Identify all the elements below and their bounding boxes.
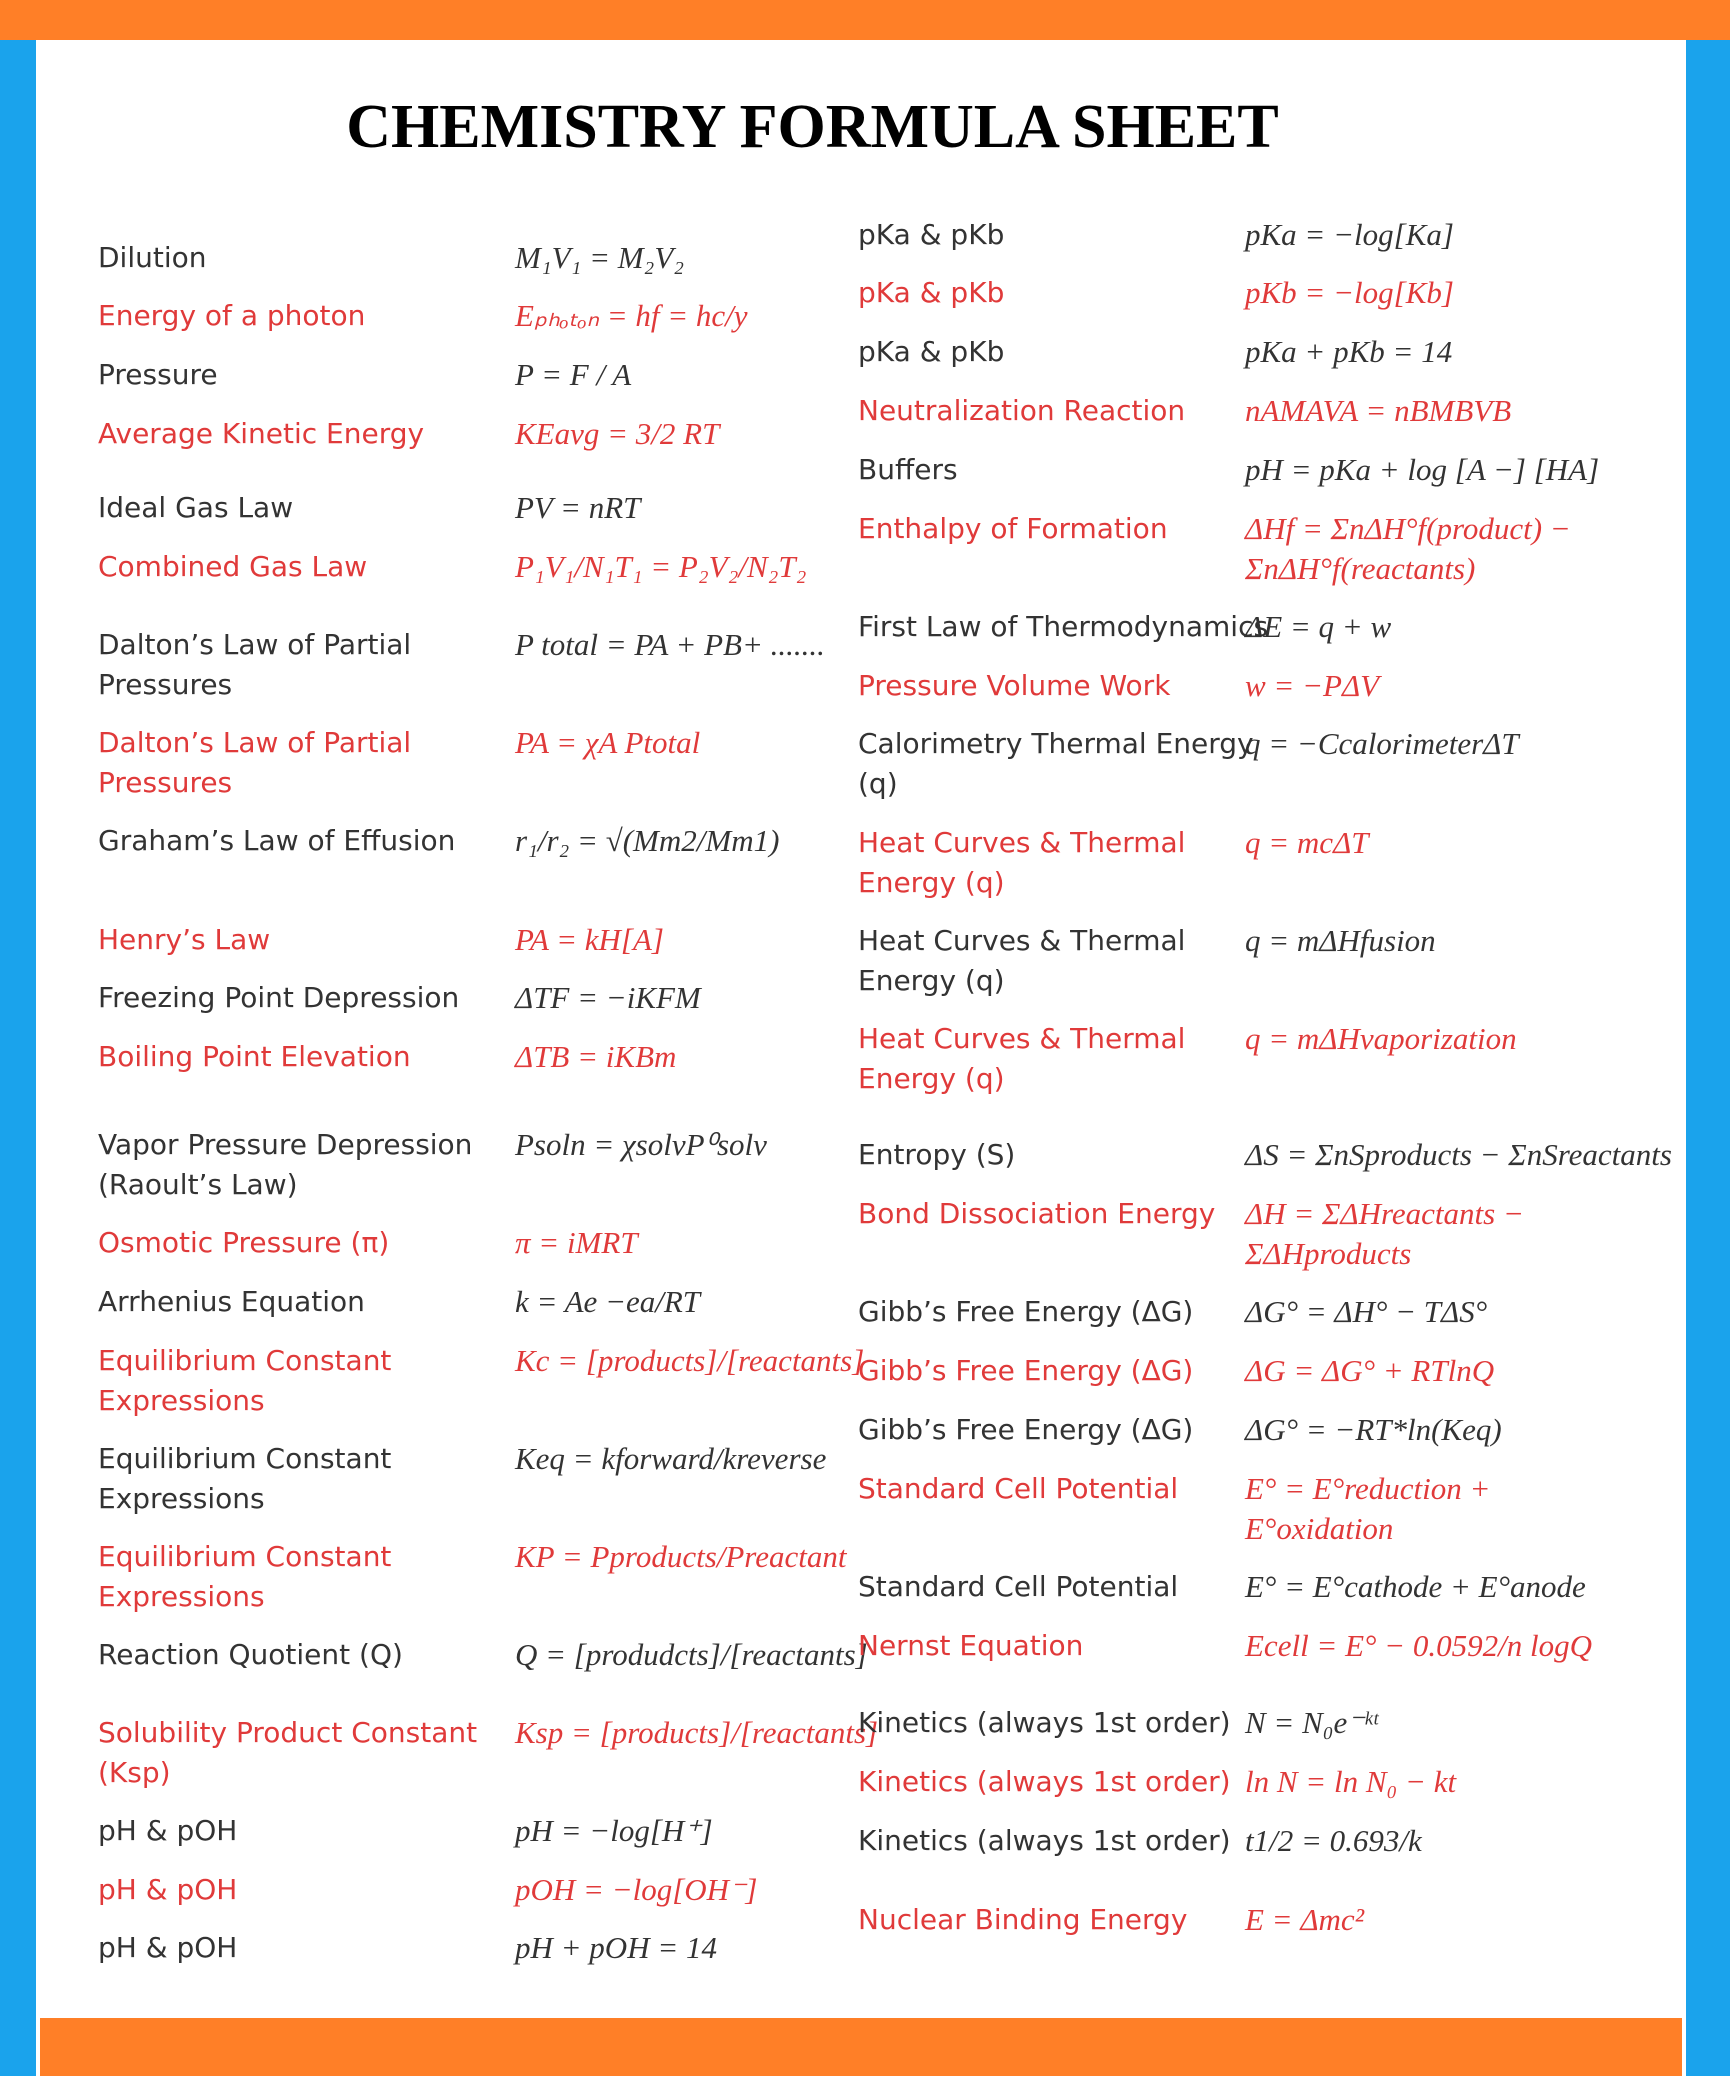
formula-expression: KEavg = 3/2 RT [515,416,720,451]
formula-expression: nAMAVA = nBMBVB [1245,393,1512,428]
formula-label-line2: Energy (q) [858,866,1005,899]
formula-label: Gibb’s Free Energy (ΔG) [858,1295,1194,1328]
formula-label-line2: (Ksp) [98,1756,171,1789]
formula-expression: P₁V₁/N₁T₁ = P₂V₂/N₂T₂ [515,549,807,584]
formula-label: pH & pOH [98,1873,238,1906]
formula-expression: ΔTB = iKBm [515,1039,677,1074]
formula-expression: ΔG = ΔG° + RTlnQ [1245,1353,1495,1388]
formula-label: Arrhenius Equation [98,1285,365,1318]
formula-label: Equilibrium Constant [98,1344,392,1377]
formula-label: Ideal Gas Law [98,491,294,524]
formula-expression-line2: ΣΔHproducts [1245,1236,1412,1271]
formula-expression: q = −CcalorimeterΔT [1245,726,1519,761]
formula-label: Energy of a photon [98,299,366,332]
formula-label: pH & pOH [98,1814,238,1847]
bottom-orange-bar [40,2018,1682,2076]
formula-label-line2: Pressures [98,766,233,799]
formula-label: Kinetics (always 1st order) [858,1706,1231,1739]
formula-label: Combined Gas Law [98,550,368,583]
formula-expression: pH + pOH = 14 [515,1930,717,1965]
formula-expression: E = Δmc² [1245,1902,1364,1937]
formula-label-line2: Energy (q) [858,964,1005,997]
formula-expression: P = F / A [515,357,632,392]
formula-label: Calorimetry Thermal Energy [858,727,1254,760]
page-title: CHEMISTRY FORMULA SHEET [346,93,1279,161]
formula-label: Kinetics (always 1st order) [858,1824,1231,1857]
formula-expression: KP = Pproducts/Preactant [515,1539,847,1574]
formula-expression: E° = E°reduction + [1245,1471,1491,1506]
formula-expression: PA = χA Ptotal [515,725,701,760]
formula-label-line2: (Raoult’s Law) [98,1168,298,1201]
formula-expression: ΔS = ΣnSproducts − ΣnSreactants [1245,1137,1672,1172]
formula-label: Nernst Equation [858,1629,1084,1662]
formula-label: Buffers [858,453,958,486]
formula-label: Enthalpy of Formation [858,512,1168,545]
formula-label: Bond Dissociation Energy [858,1197,1216,1230]
formula-label: pKa & pKb [858,218,1005,251]
formula-expression: t1/2 = 0.693/k [1245,1823,1422,1858]
formula-expression: N = N₀e⁻ᵏᵗ [1245,1705,1378,1740]
formula-expression-line2: ΣnΔH°f(reactants) [1245,551,1476,586]
formula-expression: Q = [produdcts]/[reactants] [515,1637,868,1672]
formula-label: pH & pOH [98,1931,238,1964]
formula-label: Graham’s Law of Effusion [98,824,456,857]
formula-expression: ΔE = q + w [1245,609,1392,644]
formula-label: Vapor Pressure Depression [98,1128,473,1161]
formula-expression: q = mΔHvaporization [1245,1021,1517,1056]
formula-label: Gibb’s Free Energy (ΔG) [858,1413,1194,1446]
formula-label: Nuclear Binding Energy [858,1903,1188,1936]
formula-expression-line2: E°oxidation [1245,1511,1394,1546]
formula-expression: ΔG° = ΔH° − TΔS° [1245,1294,1488,1329]
formula-label: Entropy (S) [858,1138,1016,1171]
formula-expression: P total = PA + PB+ ....... [515,627,825,662]
formula-expression: E° = E°cathode + E°anode [1245,1569,1586,1604]
formula-label-line2: Expressions [98,1482,265,1515]
formula-label: Heat Curves & Thermal [858,1022,1186,1055]
formula-expression: pH = pKa + log [A −] [HA] [1245,452,1600,487]
formula-expression: PA = kH[A] [515,922,664,957]
right-blue-bar [1686,40,1730,2076]
formula-label-line2: Expressions [98,1384,265,1417]
formula-label: Henry’s Law [98,923,271,956]
formula-label: Standard Cell Potential [858,1570,1179,1603]
formula-expression: pKa = −log[Ka] [1245,217,1454,252]
formula-label: Pressure [98,358,218,391]
formula-expression: Ksp = [products]/[reactants] [515,1715,879,1750]
formula-label: Dalton’s Law of Partial [98,726,412,759]
formula-label: Kinetics (always 1st order) [858,1765,1231,1798]
formula-label: Reaction Quotient (Q) [98,1638,403,1671]
formula-expression: k = Ae −ea/RT [515,1284,701,1319]
formula-label: Standard Cell Potential [858,1472,1179,1505]
formula-expression: ΔTF = −iKFM [515,980,701,1015]
formula-label: Equilibrium Constant [98,1540,392,1573]
formula-expression: PV = nRT [515,490,641,525]
formula-label: pKa & pKb [858,276,1005,309]
formula-label: Heat Curves & Thermal [858,826,1186,859]
formula-label-line2: Pressures [98,668,233,701]
formula-expression: Psoln = χsolvP⁰solv [515,1127,767,1162]
formula-expression: M₁V₁ = M₂V₂ [515,240,685,275]
formula-expression: pKa + pKb = 14 [1245,334,1453,369]
formula-label: First Law of Thermodynamics [858,610,1269,643]
formula-expression: pKb = −log[Kb] [1245,275,1454,310]
formula-expression: q = mcΔT [1245,825,1369,860]
formula-expression: pOH = −log[OH⁻] [515,1872,758,1907]
left-blue-bar [0,40,36,2076]
formula-label-line2: Expressions [98,1580,265,1613]
formula-expression: q = mΔHfusion [1245,923,1436,958]
formula-expression: ln N = ln N₀ − kt [1245,1764,1457,1799]
formula-label: Average Kinetic Energy [98,417,425,450]
formula-expression: Kc = [products]/[reactants] [515,1343,865,1378]
formula-label-line2: (q) [858,767,898,800]
formula-expression: r₁/r₂ = √(Mm2/Mm1) [515,823,780,858]
formula-expression: Ecell = E° − 0.0592/n logQ [1245,1628,1592,1663]
formula-label: Dalton’s Law of Partial [98,628,412,661]
formula-label: Solubility Product Constant [98,1716,478,1749]
top-orange-bar [0,0,1730,40]
formula-label: Osmotic Pressure (π) [98,1226,390,1259]
formula-label: Equilibrium Constant [98,1442,392,1475]
formula-label: Freezing Point Depression [98,981,460,1014]
formula-expression: w = −PΔV [1245,668,1380,703]
formula-expression: pH = −log[H⁺] [515,1813,713,1848]
formula-label: Boiling Point Elevation [98,1040,411,1073]
formula-expression: ΔG° = −RT*ln(Keq) [1245,1412,1502,1447]
formula-expression: ΔHf = ΣnΔH°f(product) − [1245,511,1571,546]
formula-expression: ΔH = ΣΔHreactants − [1245,1196,1524,1231]
formula-expression: π = iMRT [515,1225,638,1260]
formula-label: Gibb’s Free Energy (ΔG) [858,1354,1194,1387]
formula-expression: Eₚₕₒₜₒₙ = hf = hc/y [515,298,748,333]
formula-label: Pressure Volume Work [858,669,1171,702]
formula-label: Dilution [98,241,207,274]
formula-label-line2: Energy (q) [858,1062,1005,1095]
formula-expression: Keq = kforward/kreverse [515,1441,827,1476]
formula-label: pKa & pKb [858,335,1005,368]
formula-label: Heat Curves & Thermal [858,924,1186,957]
formula-label: Neutralization Reaction [858,394,1186,427]
